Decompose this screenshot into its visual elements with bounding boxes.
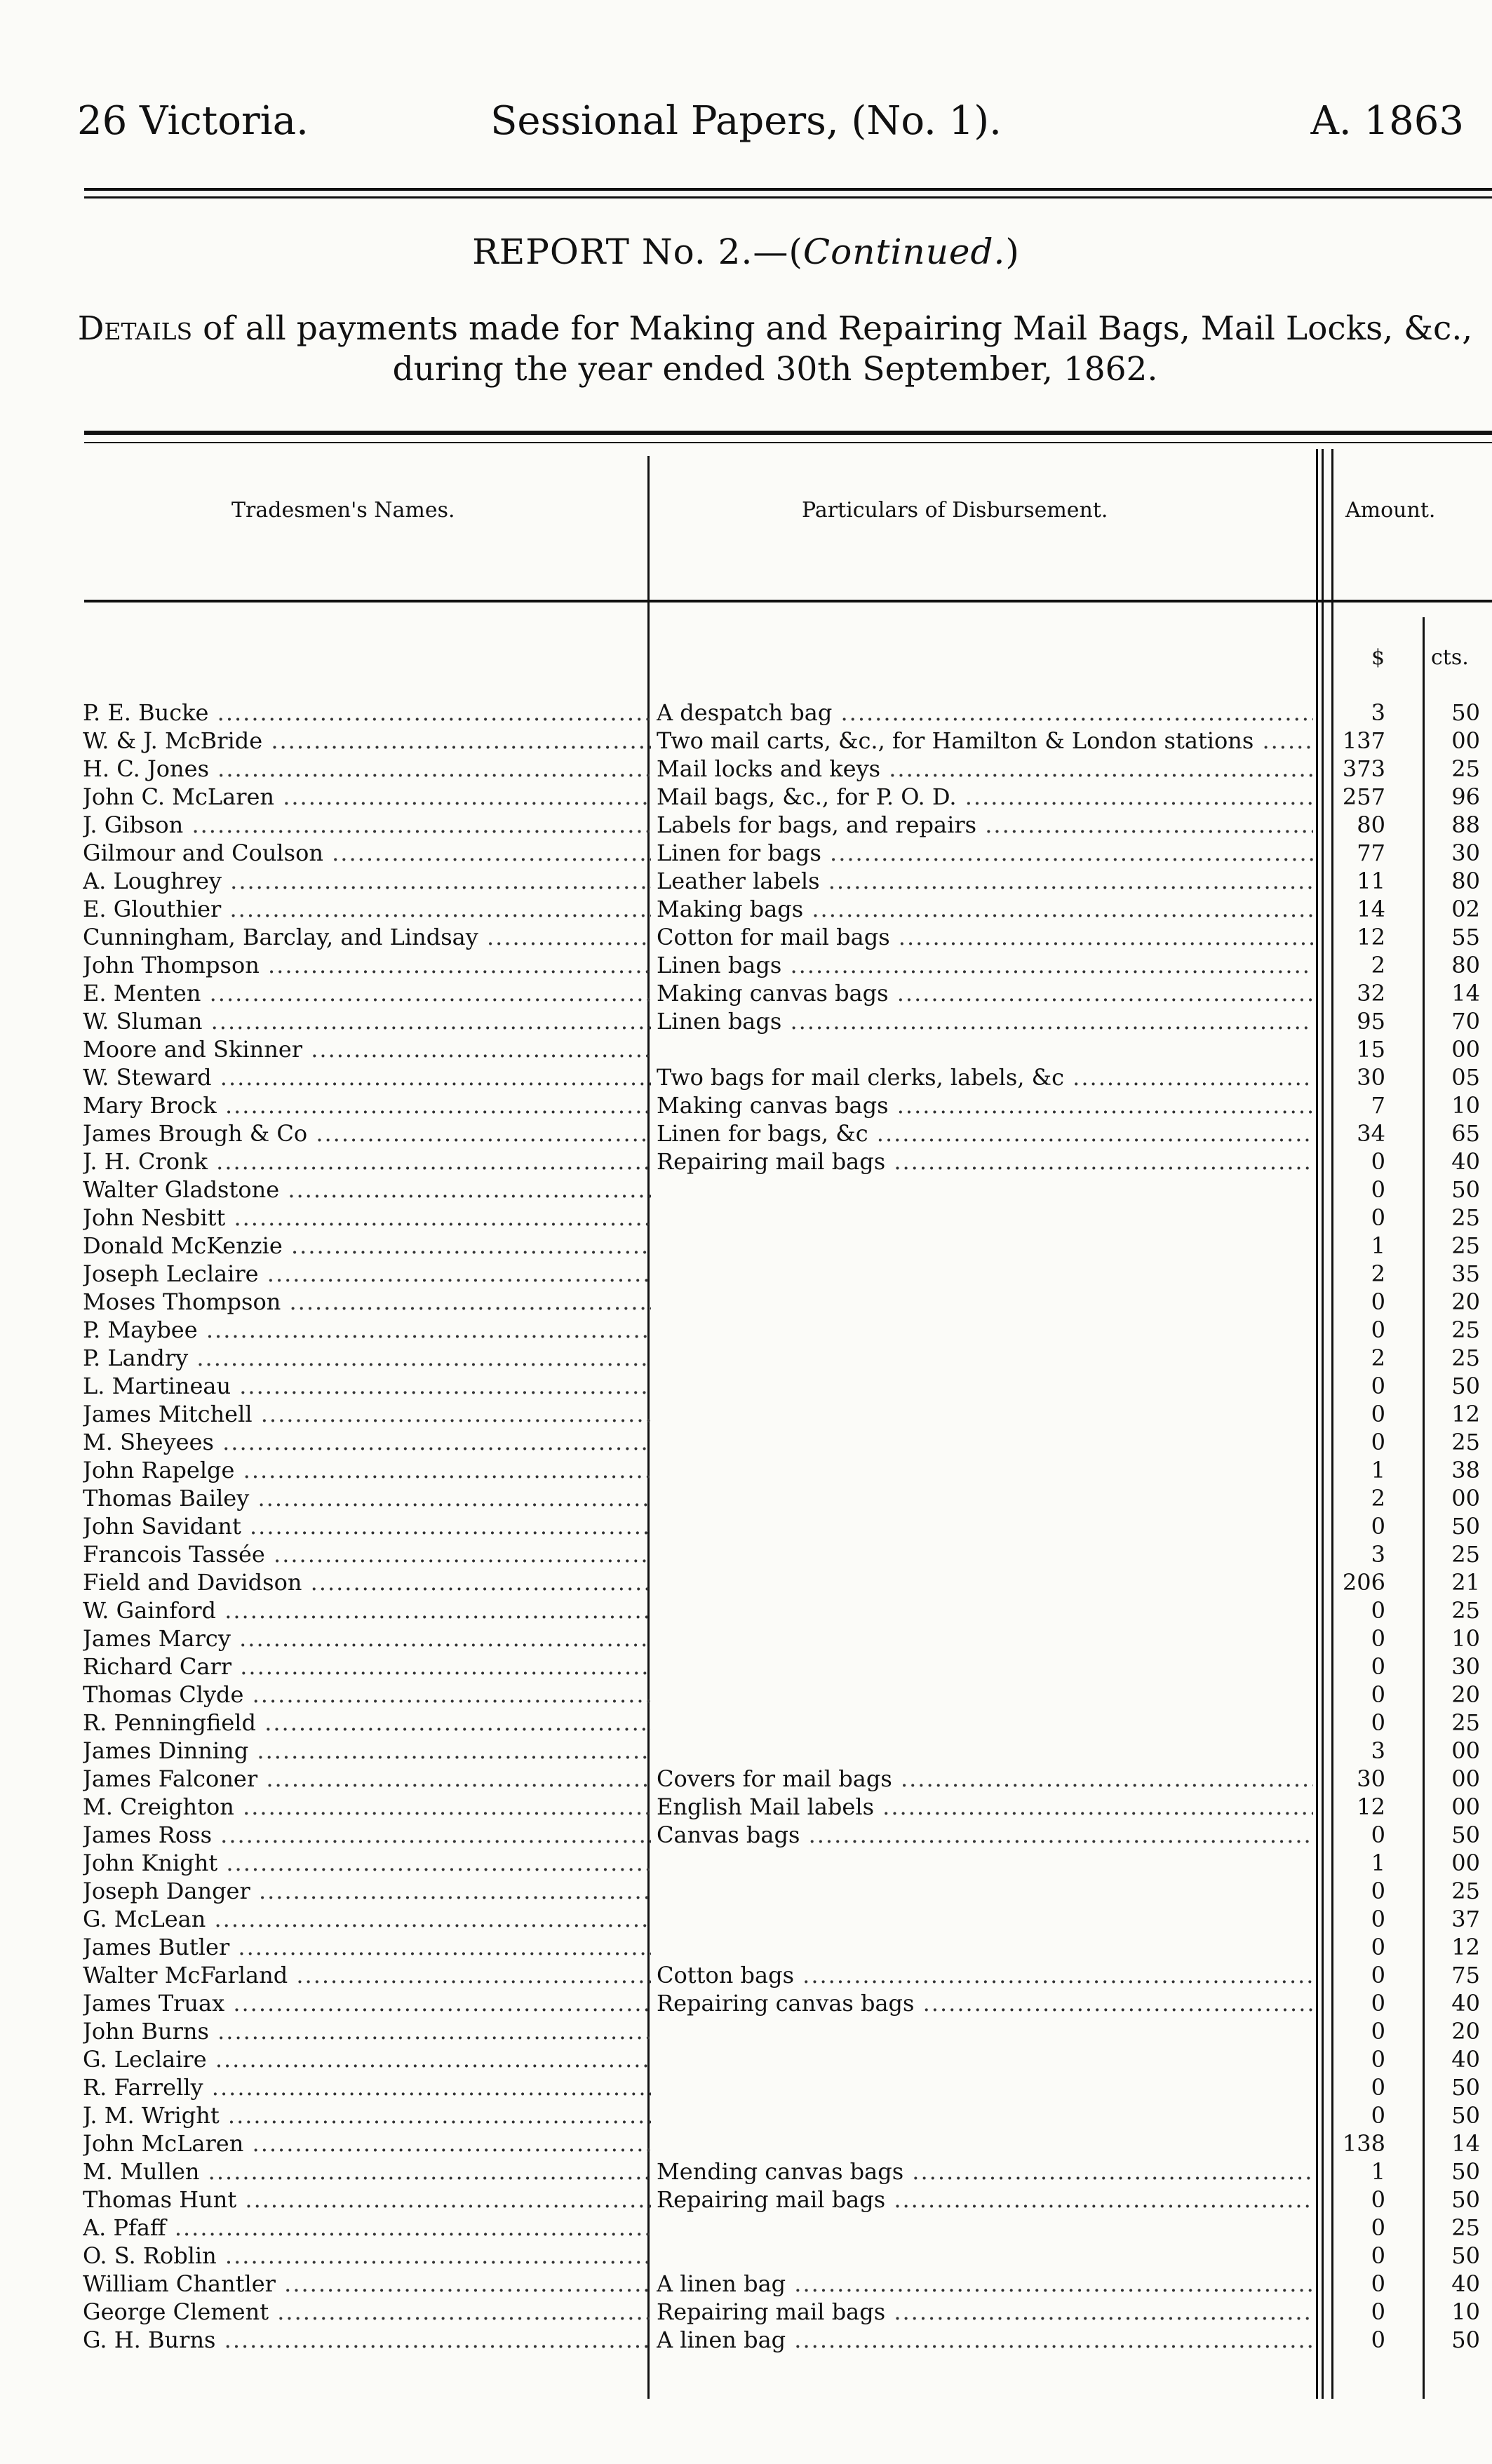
tradesman-name: G. McLean .....	[83, 1905, 651, 1933]
amount-dollars: 2	[1371, 952, 1385, 978]
amount-dollars: 3	[1371, 1541, 1385, 1568]
amount-dollars: 257	[1342, 783, 1385, 810]
amount-cents: 25	[1451, 1232, 1480, 1259]
particulars-cell: English Mail labels .....	[657, 1793, 1313, 1821]
amount-cents: 25	[1451, 1345, 1480, 1371]
tradesman-name: Thomas Clyde .....	[83, 1681, 651, 1709]
amount-cents: 25	[1451, 1709, 1480, 1736]
amount-cents: 50	[1451, 1513, 1480, 1540]
amount-cents: 20	[1451, 1681, 1480, 1708]
subtitle-lead: Details	[77, 309, 193, 348]
tradesman-name: P. E. Bucke .....	[83, 699, 651, 727]
tradesman-name: Field and Davidson .....	[83, 1568, 651, 1596]
column-header-particulars: Particulars of Disbursement.	[802, 498, 1108, 523]
tradesman-name: M. Creighton .....	[83, 1793, 651, 1821]
amount-cents: 75	[1451, 1962, 1480, 1988]
amount-dollars: 2	[1371, 1260, 1385, 1287]
tradesman-name: J. M. Wright .....	[83, 2101, 651, 2129]
table-row	[0, 2186, 1492, 2214]
header-separator-rule	[84, 600, 1492, 602]
table-row	[0, 1147, 1492, 1176]
amount-dollars: 0	[1371, 1681, 1385, 1708]
amount-cents: 50	[1451, 2074, 1480, 2101]
amount-dollars: 0	[1371, 1709, 1385, 1736]
amount-cents: 12	[1451, 1401, 1480, 1427]
table-row	[0, 2242, 1492, 2270]
table-row	[0, 1007, 1492, 1035]
amount-dollars: 1	[1371, 1457, 1385, 1483]
tradesman-name: W. Steward .....	[83, 1063, 651, 1091]
amount-dollars: 12	[1357, 1793, 1385, 1820]
amount-dollars: 0	[1371, 2046, 1385, 2073]
tradesman-name: Moses Thompson .....	[83, 1288, 651, 1316]
tradesman-name: P. Maybee .....	[83, 1316, 651, 1344]
amount-cents: 40	[1451, 2270, 1480, 2297]
particulars-cell: Leather labels .....	[657, 867, 1313, 895]
amount-dollars: 30	[1357, 1765, 1385, 1792]
amount-cents: 55	[1451, 924, 1480, 950]
particulars-cell: Linen for bags .....	[657, 839, 1313, 867]
tradesman-name: Francois Tassée .....	[83, 1540, 651, 1568]
table-row	[0, 1821, 1492, 1849]
tradesman-name: John Nesbitt .....	[83, 1204, 651, 1232]
table-row	[0, 2270, 1492, 2298]
amount-cents: 00	[1451, 1765, 1480, 1792]
amount-dollars: 0	[1371, 1148, 1385, 1175]
table-row	[0, 1681, 1492, 1709]
tradesman-name: James Marcy .....	[83, 1624, 651, 1652]
tradesman-name: James Truax .....	[83, 1989, 651, 2017]
amount-cents: 00	[1451, 1793, 1480, 1820]
table-row	[0, 1372, 1492, 1400]
amount-cents: 80	[1451, 952, 1480, 978]
amount-dollars: 12	[1357, 924, 1385, 950]
tradesman-name: L. Martineau .....	[83, 1372, 651, 1400]
table-row	[0, 727, 1492, 755]
column-header-amount: Amount.	[1345, 498, 1436, 523]
amount-dollars: 0	[1371, 1176, 1385, 1203]
amount-dollars: 0	[1371, 1990, 1385, 2017]
amount-cents: 40	[1451, 2046, 1480, 2073]
amount-dollars: 0	[1371, 2018, 1385, 2045]
table-row	[0, 1596, 1492, 1624]
amount-cents: 00	[1451, 1737, 1480, 1764]
amount-cents: 35	[1451, 1260, 1480, 1287]
amount-dollars: 3	[1371, 699, 1385, 726]
amount-dollars: 32	[1357, 980, 1385, 1007]
particulars-cell: Making bags .....	[657, 895, 1313, 923]
table-row	[0, 1456, 1492, 1484]
amount-dollars: 0	[1371, 1822, 1385, 1848]
running-header-center: Sessional Papers, (No. 1).	[490, 98, 1002, 144]
table-row	[0, 811, 1492, 839]
table-row	[0, 1905, 1492, 1933]
amount-cents: 50	[1451, 2242, 1480, 2269]
tradesman-name: Gilmour and Coulson .....	[83, 839, 651, 867]
table-row	[0, 1737, 1492, 1765]
amount-cents: 50	[1451, 2158, 1480, 2185]
table-row	[0, 2129, 1492, 2157]
table-row	[0, 1484, 1492, 1512]
amount-cents: 88	[1451, 812, 1480, 838]
table-row	[0, 2017, 1492, 2045]
particulars-cell: Canvas bags .....	[657, 1821, 1313, 1849]
table-row	[0, 755, 1492, 783]
amount-cents: 10	[1451, 2298, 1480, 2325]
amount-dollars: 0	[1371, 1878, 1385, 1904]
tradesman-name: W. & J. McBride .....	[83, 727, 651, 755]
amount-cents: 65	[1451, 1120, 1480, 1147]
tradesman-name: Joseph Danger .....	[83, 1877, 651, 1905]
amount-cents: 40	[1451, 1148, 1480, 1175]
particulars-cell: Cotton for mail bags .....	[657, 923, 1313, 951]
particulars-cell: Linen for bags, &c .....	[657, 1119, 1313, 1147]
table-row	[0, 1288, 1492, 1316]
particulars-cell: A linen bag .....	[657, 2326, 1313, 2354]
amount-dollars: 30	[1357, 1064, 1385, 1091]
amount-dollars: 0	[1371, 1204, 1385, 1231]
amount-cents: 00	[1451, 1485, 1480, 1512]
amount-cents: 10	[1451, 1092, 1480, 1119]
table-row	[0, 1119, 1492, 1147]
amount-dollars: 0	[1371, 1513, 1385, 1540]
amount-cents: 00	[1451, 1850, 1480, 1876]
particulars-cell: Two mail carts, &c., for Hamilton & London stations .....	[657, 727, 1313, 755]
amount-dollars: 0	[1371, 2074, 1385, 2101]
tradesman-name: E. Menten .....	[83, 979, 651, 1007]
amount-dollars: 0	[1371, 2214, 1385, 2241]
table-row	[0, 1540, 1492, 1568]
amount-cents: 20	[1451, 1288, 1480, 1315]
table-row	[0, 1652, 1492, 1681]
tradesman-name: John Knight .....	[83, 1849, 651, 1877]
tradesman-name: R. Penningfield .....	[83, 1709, 651, 1737]
subtitle-rest: of all payments made for Making and Repairing Mail Bags, Mail Locks, &c., during the year ended 30th September, 1862.	[192, 309, 1473, 389]
report-title-main: REPORT No. 2.—(	[472, 231, 803, 272]
tradesman-name: George Clement .....	[83, 2298, 651, 2326]
tradesman-name: Walter McFarland .....	[83, 1961, 651, 1989]
amount-dollars: 0	[1371, 2186, 1385, 2213]
tradesman-name: John Rapelge .....	[83, 1456, 651, 1484]
table-row	[0, 1849, 1492, 1877]
amount-dollars: 0	[1371, 1317, 1385, 1343]
amount-cents: 14	[1451, 980, 1480, 1007]
amount-cents: 50	[1451, 1373, 1480, 1399]
particulars-cell: Linen bags .....	[657, 951, 1313, 979]
tradesman-name: G. Leclaire .....	[83, 2045, 651, 2073]
amount-dollars: 0	[1371, 1934, 1385, 1960]
particulars-cell: Mending canvas bags .....	[657, 2157, 1313, 2186]
running-header-left: 26 Victoria.	[77, 98, 309, 144]
particulars-cell: Repairing mail bags .....	[657, 2186, 1313, 2214]
report-title	[0, 231, 1492, 272]
table-row	[0, 1063, 1492, 1091]
amount-dollars: 2	[1371, 1345, 1385, 1371]
tradesman-name: Cunningham, Barclay, and Lindsay .....	[83, 923, 651, 951]
tradesman-name: John McLaren .....	[83, 2129, 651, 2157]
amount-dollars: 7	[1371, 1092, 1385, 1119]
tradesman-name: Richard Carr .....	[83, 1652, 651, 1681]
tradesman-name: James Butler .....	[83, 1933, 651, 1961]
amount-dollars: 77	[1357, 840, 1385, 866]
amount-dollars: 3	[1371, 1737, 1385, 1764]
table-row	[0, 1316, 1492, 1344]
report-title-end: )	[1005, 231, 1020, 272]
table-row	[0, 2214, 1492, 2242]
particulars-cell: Repairing canvas bags .....	[657, 1989, 1313, 2017]
table-rule-top-thin	[84, 442, 1492, 443]
amount-dollars: 0	[1371, 1373, 1385, 1399]
amount-dollars: 1	[1371, 1232, 1385, 1259]
particulars-cell: Labels for bags, and repairs .....	[657, 811, 1313, 839]
tradesman-name: P. Landry .....	[83, 1344, 651, 1372]
amount-dollars: 0	[1371, 1288, 1385, 1315]
amount-cents: 30	[1451, 840, 1480, 866]
table-row	[0, 1232, 1492, 1260]
amount-cents: 50	[1451, 1822, 1480, 1848]
particulars-cell: Mail locks and keys .....	[657, 755, 1313, 783]
particulars-cell: Two bags for mail clerks, labels, &c .....	[657, 1063, 1313, 1091]
amount-dollars: 14	[1357, 896, 1385, 922]
amount-cents: 40	[1451, 1990, 1480, 2017]
table-row	[0, 2045, 1492, 2073]
amount-cents: 14	[1451, 2130, 1480, 2157]
amount-dollars: 0	[1371, 1597, 1385, 1624]
amount-dollars: 138	[1342, 2130, 1385, 2157]
particulars-cell: Linen bags .....	[657, 1007, 1313, 1035]
amount-dollars: 1	[1371, 2158, 1385, 2185]
report-title-continued: Continued.	[802, 231, 1006, 272]
tradesman-name: John C. McLaren .....	[83, 783, 651, 811]
tradesman-name: Thomas Bailey .....	[83, 1484, 651, 1512]
table-row	[0, 1793, 1492, 1821]
amount-dollars: 0	[1371, 1653, 1385, 1680]
table-row	[0, 2298, 1492, 2326]
amount-cents: 25	[1451, 1429, 1480, 1455]
amount-cents: 70	[1451, 1008, 1480, 1035]
table-row	[0, 839, 1492, 867]
amount-cents: 10	[1451, 1625, 1480, 1652]
unit-cents: cts.	[1431, 645, 1469, 670]
table-rule-top-thick	[84, 431, 1492, 435]
amount-cents: 05	[1451, 1064, 1480, 1091]
header-rule-top	[84, 188, 1492, 191]
report-subtitle	[77, 309, 1473, 390]
amount-dollars: 0	[1371, 1429, 1385, 1455]
amount-dollars: 0	[1371, 2102, 1385, 2129]
table-row	[0, 2101, 1492, 2129]
tradesman-name: Joseph Leclaire .....	[83, 1260, 651, 1288]
running-header-right: A. 1863	[1310, 98, 1464, 144]
table-row	[0, 1709, 1492, 1737]
amount-dollars: 0	[1371, 1962, 1385, 1988]
amount-dollars: 0	[1371, 1906, 1385, 1932]
tradesman-name: Walter Gladstone .....	[83, 1176, 651, 1204]
tradesman-name: O. S. Roblin .....	[83, 2242, 651, 2270]
tradesman-name: James Falconer .....	[83, 1765, 651, 1793]
amount-dollars: 0	[1371, 1401, 1385, 1427]
table-row	[0, 979, 1492, 1007]
tradesman-name: Donald McKenzie .....	[83, 1232, 651, 1260]
tradesman-name: John Thompson .....	[83, 951, 651, 979]
table-row	[0, 1204, 1492, 1232]
tradesman-name: James Dinning .....	[83, 1737, 651, 1765]
amount-dollars: 0	[1371, 2270, 1385, 2297]
tradesman-name: R. Farrelly .....	[83, 2073, 651, 2101]
tradesman-name: James Brough & Co .....	[83, 1119, 651, 1147]
amount-cents: 96	[1451, 783, 1480, 810]
tradesman-name: M. Mullen .....	[83, 2157, 651, 2186]
table-row	[0, 1512, 1492, 1540]
amount-dollars: 373	[1342, 755, 1385, 782]
amount-cents: 25	[1451, 1878, 1480, 1904]
table-row	[0, 2073, 1492, 2101]
particulars-cell: Repairing mail bags .....	[657, 1147, 1313, 1176]
amount-cents: 00	[1451, 727, 1480, 754]
tradesman-name: W. Gainford .....	[83, 1596, 651, 1624]
amount-dollars: 34	[1357, 1120, 1385, 1147]
tradesman-name: J. H. Cronk .....	[83, 1147, 651, 1176]
table-row	[0, 1428, 1492, 1456]
tradesman-name: James Ross .....	[83, 1821, 651, 1849]
tradesman-name: A. Pfaff .....	[83, 2214, 651, 2242]
amount-cents: 00	[1451, 1036, 1480, 1063]
amount-cents: 02	[1451, 896, 1480, 922]
table-row	[0, 923, 1492, 951]
tradesman-name: Mary Brock .....	[83, 1091, 651, 1119]
amount-cents: 50	[1451, 2102, 1480, 2129]
particulars-cell: Cotton bags .....	[657, 1961, 1313, 1989]
table-row	[0, 1176, 1492, 1204]
amount-cents: 25	[1451, 1597, 1480, 1624]
table-row	[0, 1765, 1492, 1793]
table-row	[0, 1877, 1492, 1905]
amount-cents: 12	[1451, 1934, 1480, 1960]
amount-dollars: 1	[1371, 1850, 1385, 1876]
table-row	[0, 1260, 1492, 1288]
table-row	[0, 951, 1492, 979]
amount-dollars: 2	[1371, 1485, 1385, 1512]
amount-dollars: 15	[1357, 1036, 1385, 1063]
amount-dollars: 0	[1371, 2242, 1385, 2269]
tradesman-name: James Mitchell .....	[83, 1400, 651, 1428]
particulars-cell: Making canvas bags .....	[657, 979, 1313, 1007]
column-header-names: Tradesmen's Names.	[231, 498, 455, 523]
amount-cents: 25	[1451, 1541, 1480, 1568]
particulars-cell: Covers for mail bags .....	[657, 1765, 1313, 1793]
table-row	[0, 699, 1492, 727]
table-row	[0, 1344, 1492, 1372]
table-row	[0, 1091, 1492, 1119]
tradesman-name: G. H. Burns .....	[83, 2326, 651, 2354]
amount-cents: 50	[1451, 699, 1480, 726]
table-row	[0, 1035, 1492, 1063]
amount-cents: 50	[1451, 2327, 1480, 2353]
amount-cents: 50	[1451, 2186, 1480, 2213]
particulars-cell: A linen bag .....	[657, 2270, 1313, 2298]
particulars-cell: A despatch bag .....	[657, 699, 1313, 727]
amount-cents: 30	[1451, 1653, 1480, 1680]
table-row	[0, 2157, 1492, 2186]
amount-dollars: 0	[1371, 1625, 1385, 1652]
amount-cents: 50	[1451, 1176, 1480, 1203]
tradesman-name: W. Sluman .....	[83, 1007, 651, 1035]
tradesman-name: William Chantler .....	[83, 2270, 651, 2298]
tradesman-name: Moore and Skinner .....	[83, 1035, 651, 1063]
tradesman-name: John Burns .....	[83, 2017, 651, 2045]
amount-cents: 25	[1451, 1204, 1480, 1231]
amount-dollars: 137	[1342, 727, 1385, 754]
tradesman-name: M. Sheyees .....	[83, 1428, 651, 1456]
tradesman-name: J. Gibson .....	[83, 811, 651, 839]
table-row	[0, 1568, 1492, 1596]
table-row	[0, 867, 1492, 895]
tradesman-name: A. Loughrey .....	[83, 867, 651, 895]
amount-cents: 25	[1451, 755, 1480, 782]
table-row	[0, 1400, 1492, 1428]
unit-dollars: $	[1371, 645, 1385, 670]
amount-dollars: 206	[1342, 1569, 1385, 1596]
amount-cents: 25	[1451, 1317, 1480, 1343]
amount-dollars: 80	[1357, 812, 1385, 838]
header-rule-bottom	[84, 196, 1492, 198]
tradesman-name: John Savidant .....	[83, 1512, 651, 1540]
tradesman-name: Thomas Hunt .....	[83, 2186, 651, 2214]
table-row	[0, 783, 1492, 811]
table-row	[0, 1961, 1492, 1989]
tradesman-name: E. Glouthier .....	[83, 895, 651, 923]
amount-dollars: 0	[1371, 2327, 1385, 2353]
tradesman-name: H. C. Jones .....	[83, 755, 651, 783]
particulars-cell: Mail bags, &c., for P. O. D. .....	[657, 783, 1313, 811]
table-row	[0, 2326, 1492, 2354]
amount-cents: 38	[1451, 1457, 1480, 1483]
table-row	[0, 1624, 1492, 1652]
amount-dollars: 11	[1357, 868, 1385, 894]
amount-cents: 20	[1451, 2018, 1480, 2045]
amount-cents: 25	[1451, 2214, 1480, 2241]
amount-cents: 21	[1451, 1569, 1480, 1596]
amount-cents: 37	[1451, 1906, 1480, 1932]
amount-cents: 80	[1451, 868, 1480, 894]
amount-dollars: 95	[1357, 1008, 1385, 1035]
particulars-cell: Repairing mail bags .....	[657, 2298, 1313, 2326]
particulars-cell: Making canvas bags .....	[657, 1091, 1313, 1119]
table-row	[0, 1933, 1492, 1961]
table-row	[0, 1989, 1492, 2017]
table-row	[0, 895, 1492, 923]
amount-dollars: 0	[1371, 2298, 1385, 2325]
